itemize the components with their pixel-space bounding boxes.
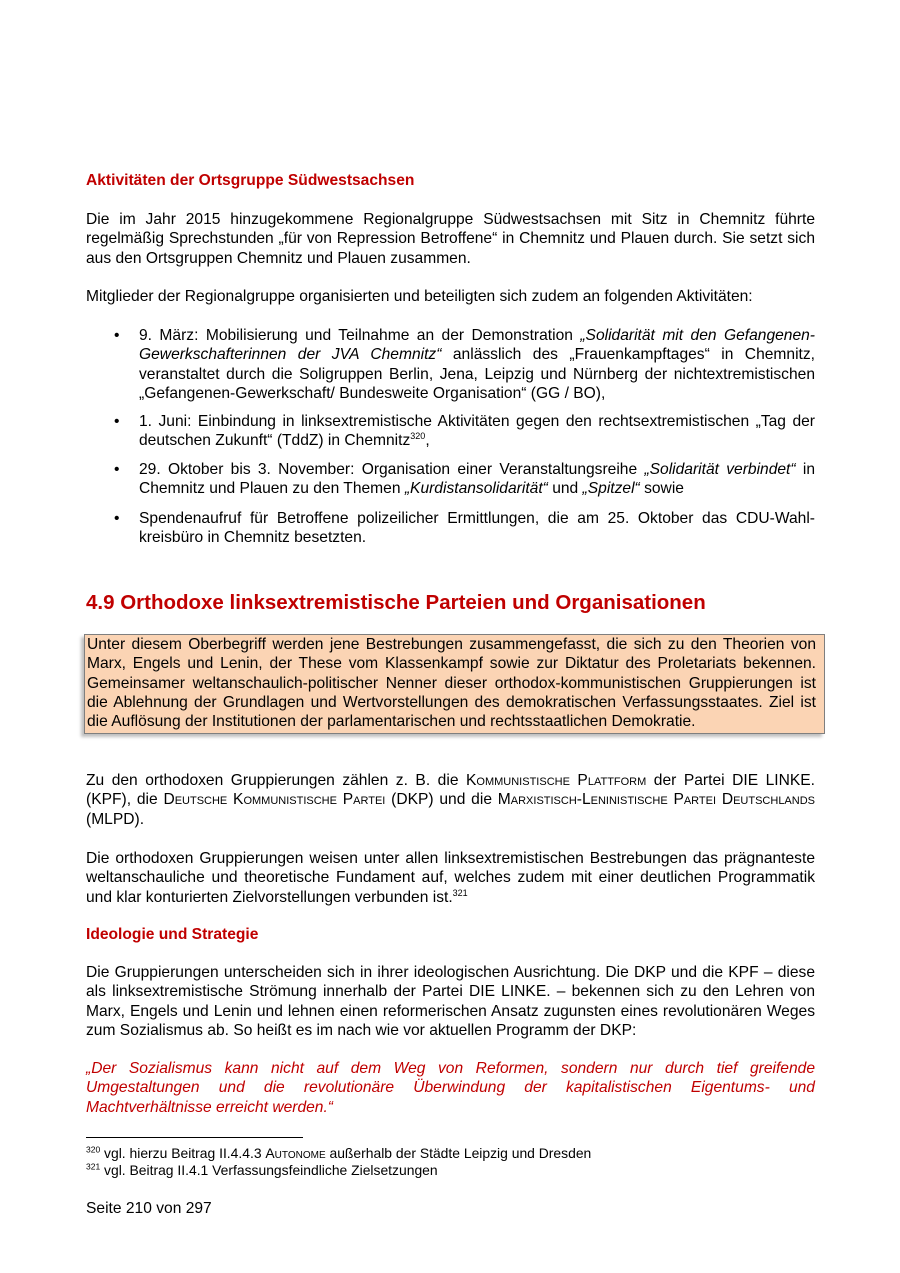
bullet-marker: •: [114, 510, 120, 527]
org-name-dkp: Deutsche Kommunistische Partei: [163, 791, 386, 809]
section-heading-4-9: 4.9 Orthodoxe linksextremistische Parteien und Organisationen: [86, 591, 706, 614]
org-name-kpf: Kommunistische Plattform: [466, 772, 647, 789]
bullet-marker: •: [114, 327, 120, 344]
activities-list: [86, 326, 815, 403]
definition-text: Unter diesem Oberbegriff werden jene Bestrebungen zusammengefasst, die sich zu den Theorien von Marx, Engels und Lenin, der These vom Klassenkampf sowie zur Diktatur des Proletariats bekennen. Gemeinsamer weltanschaulich-politischer Nenner dieser orthodox-kommunistischen Gruppierungen ist die Ablehnung der Grundlagen und Wertvorstellungen des demokratischen Verfassungsstaates. Ziel ist die Auflösung der Institutionen der parlamentarischen und rechtsstaatlichen Demokratie.: [87, 636, 816, 731]
fundament-paragraph: [86, 849, 815, 907]
paragraph-text: (MLPD).: [86, 810, 145, 828]
bullet-text: 1. Juni: Einbindung in linksextremistische Aktivitäten gegen den rechtsextremistischen „Tag der deutschen Zukunft“ (TddZ) in Chemnitz: [139, 413, 815, 450]
bullet-text: 9. März: Mobilisierung und Teilnahme an der Demonstration: [139, 327, 581, 344]
activities-intro: Mitglieder der Regionalgruppe organisierten und beteiligten sich zudem an folgenden Aktivitäten:: [86, 288, 753, 305]
list-item: [86, 509, 815, 548]
activities-list: [86, 509, 815, 548]
demo-title: „Solidarität mit den Gefangenen-Gewerkschafterinnen der JVA Chemnitz“: [139, 327, 816, 364]
bullet-text: anlässlich des „Frauenkampftages“ in Chemnitz, veranstaltet durch die Soligruppen Berlin, Jena, Leipzig und Nürnberg der nichtextremistischen „Gefangenen-Gewerkschaft/ Bundesweite Organisation“ (GG / BO),: [139, 346, 815, 402]
bullet-text: Spendenaufruf für Betroffene polizeilicher Ermittlungen, die am 25. Oktober das CDU-Wahlkreisbüro in Chemnitz besetzten.: [139, 510, 815, 547]
org-name-mlpd: Marxistisch-Leninistische Partei Deutschlands: [497, 791, 815, 809]
activities-list: [86, 412, 815, 451]
footnote-ref-320[interactable]: 320: [410, 431, 426, 442]
subsection-heading-ideology: Ideologie und Strategie: [86, 926, 259, 943]
footnote-text: außerhalb der Städte Leipzig und Dresden: [325, 1145, 592, 1161]
paragraph-text: Die orthodoxen Gruppierungen weisen unter allen linksextremistischen Bestrebungen das prägnanteste weltanschauliche und theoretische Fundament auf, welches zudem mit einer deutlichen Programmatik und klar konturierten Zielvorstellungen verbunden ist.: [86, 850, 815, 906]
paragraph-text: (DKP) und die: [385, 791, 498, 809]
event-title: „Solidarität verbindet“: [644, 461, 796, 478]
footnote-number: 321: [86, 1161, 101, 1172]
list-item: [86, 326, 815, 403]
bullet-marker: •: [114, 461, 120, 478]
footnote-number: 320: [86, 1144, 101, 1155]
bullet-marker: •: [114, 413, 120, 430]
footnote-text: vgl. hierzu Beitrag II.4.4.3: [100, 1145, 266, 1161]
bullet-text: sowie: [639, 480, 684, 498]
intro-paragraph: Die im Jahr 2015 hinzugekommene Regionalgruppe Südwestsachsen mit Sitz in Chemnitz führte regelmäßig Sprechstunden „für von Repression Betroffene“ in Chemnitz und Plauen durch. Sie setzt sich aus den Ortsgruppen Chemnitz und Plauen zusammen.: [86, 211, 815, 267]
list-item: [86, 460, 815, 499]
footnote-320: [86, 1145, 815, 1162]
topic-title: „Spitzel“: [582, 480, 640, 498]
subsection-heading-activities: Aktivitäten der Ortsgruppe Südwestsachsen: [86, 172, 415, 189]
groups-paragraph: [86, 771, 815, 829]
ideology-paragraph: Die Gruppierungen unterscheiden sich in ihrer ideologischen Ausrichtung. Die DKP und die KPF – diese als linksextremistische Strömung innerhalb der Partei DIE LINKE. – bekennen sich zu den Lehren von Marx, Engels und Lenin und lehnen einen reformerischen Ansatz zugunsten eines revolutionären Weges zum Sozialismus ab. So heißt es im nach wie vor aktuellen Programm der DKP:: [86, 964, 815, 1039]
bullet-text: in Chemnitz und Plauen zu den Themen: [139, 461, 815, 498]
footnote-text: Autonome: [265, 1145, 326, 1161]
paragraph-text: der Partei DIE LINKE. (KPF), die: [86, 772, 816, 809]
footnote-321: [86, 1162, 815, 1179]
bullet-text: ,: [425, 432, 430, 450]
activities-list: [86, 460, 815, 499]
topic-title: „Kurdistansolidarität“: [404, 480, 548, 498]
paragraph-text: Zu den orthodoxen Gruppierungen zählen z. B. die: [86, 772, 467, 789]
list-item: [86, 412, 815, 451]
footnote-text: vgl. Beitrag II.4.1 Verfassungsfeindliche Zielsetzungen: [100, 1162, 438, 1178]
page-number: Seite 210 von 297: [86, 1200, 212, 1217]
bullet-text: 29. Oktober bis 3. November: Organisation einer Veranstaltungsreihe: [139, 461, 645, 478]
footnote-ref-321[interactable]: 321: [452, 887, 468, 898]
bullet-text: und: [547, 480, 583, 498]
footnote-separator: [86, 1137, 303, 1138]
dkp-program-quote: „Der Sozialismus kann nicht auf dem Weg von Reformen, sondern nur durch tief greifende Umgestaltungen und die revolutionäre Überwindung der kapitalistischen Eigentums- und Machtverhältnisse erreicht werden.“: [86, 1060, 815, 1116]
definition-box: [84, 634, 825, 734]
